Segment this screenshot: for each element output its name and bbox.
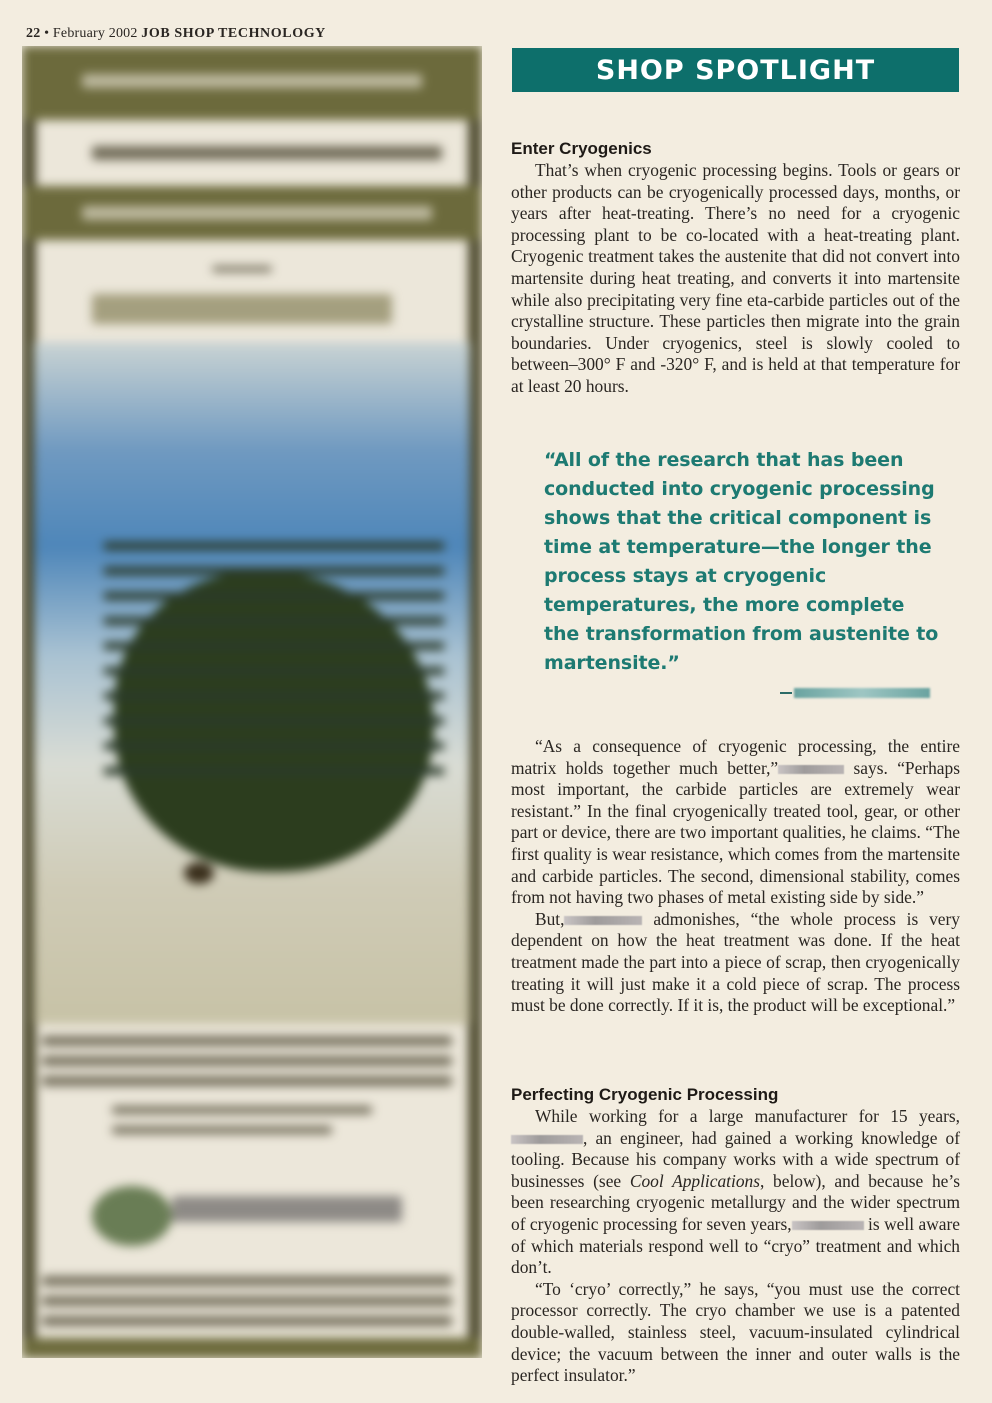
page-header <box>26 26 326 42</box>
body-paragraph: “To ‘cryo’ correctly,” he says, “you must use the correct processor correctly. The cryo chamber we use is a patented double-walled, stainless steel, vacuum-insulated cylindrical device; the vacuum between the inner and outer walls is the perfect insulator.” <box>511 1278 960 1386</box>
pull-quote: “All of the research that has been conducted into cryogenic processing shows that the critical component is time at temperature—the longer the process stays at cryogenic temperatures, the more complete the transformation from austenite to martensite.” <box>544 449 939 674</box>
quote-attribution-redacted <box>780 686 930 698</box>
section-heading: Perfecting Cryogenic Processing <box>511 1085 779 1104</box>
redacted-name <box>511 1135 583 1144</box>
issue-date: February 2002 <box>52 26 138 41</box>
body-paragraph <box>511 736 960 909</box>
page-number: 22 <box>26 26 41 41</box>
italic-reference: Cool Applications <box>629 1170 760 1191</box>
body-paragraph <box>511 1106 960 1279</box>
section-heading: Enter Cryogenics <box>511 139 652 158</box>
header-separator: • <box>44 26 50 41</box>
article-section-enter-cryogenics <box>511 138 960 398</box>
redacted-name <box>778 765 844 774</box>
article-section-perfecting <box>511 1084 960 1387</box>
body-paragraph <box>511 909 960 1017</box>
paragraph-text: While working for a large manufacturer for 15 years, <box>535 1106 960 1126</box>
paragraph-text: But, <box>535 908 565 929</box>
paragraph-text: “As a consequence of cryogenic processing, the entire matrix holds together much better,” <box>511 736 960 778</box>
paragraph-text: , below), and because he’s been researching cryogenic metallurgy and the wider spectrum of cryogenic processing for seven years, <box>511 1170 960 1234</box>
blurred-advertisement <box>22 46 482 1358</box>
article-body-continued <box>511 736 960 1017</box>
section-banner: SHOP SPOTLIGHT <box>512 48 959 92</box>
redacted-name <box>564 916 642 925</box>
body-paragraph: That’s when cryogenic processing begins. Tools or gears or other products can be cryogenically processed days, months, or years after heat-treating. There’s no need for a cryogenic processing plant to be co-located with a heat-treating plant. Cryogenic treatment takes the austenite that did not convert into martensite during heat treating, and converts it into martensite while also precipitating very fine eta-carbide particles out of the crystalline structure. These particles then migrate into the grain boundaries. Under cryogenics, steel is slowly cooled to between–300° F and -320° F, and is held at that temperature for at least 20 hours. <box>511 160 960 396</box>
redacted-name <box>792 1221 864 1230</box>
paragraph-text: is well aware of which materials respond well to “cryo” treatment and which don’t. <box>511 1213 960 1278</box>
publication-name: JOB SHOP TECHNOLOGY <box>141 26 326 41</box>
paragraph-text: admonishes, “the whole process is very dependent on how the heat treatment was done. If the heat treatment made the part into a piece of scrap, then cryogenically treating it will just make it a cold piece of scrap. The process must be done correctly. If it is, the product will be exceptional.” <box>511 908 960 1016</box>
paragraph-text: says. “Perhaps most important, the carbide particles are extremely wear resistant.” In the final cryogenically treated tool, gear, or other part or device, there are two important qualities, he claims. “The first quality is wear resistance, which comes from the martensite and carbide particles. The second, dimensional stability, comes from not having two phases of metal existing side by side.” <box>511 757 960 908</box>
paragraph-text: , an engineer, had gained a working knowledge of tooling. Because his company works with a wide spectrum of businesses (see <box>511 1127 960 1191</box>
